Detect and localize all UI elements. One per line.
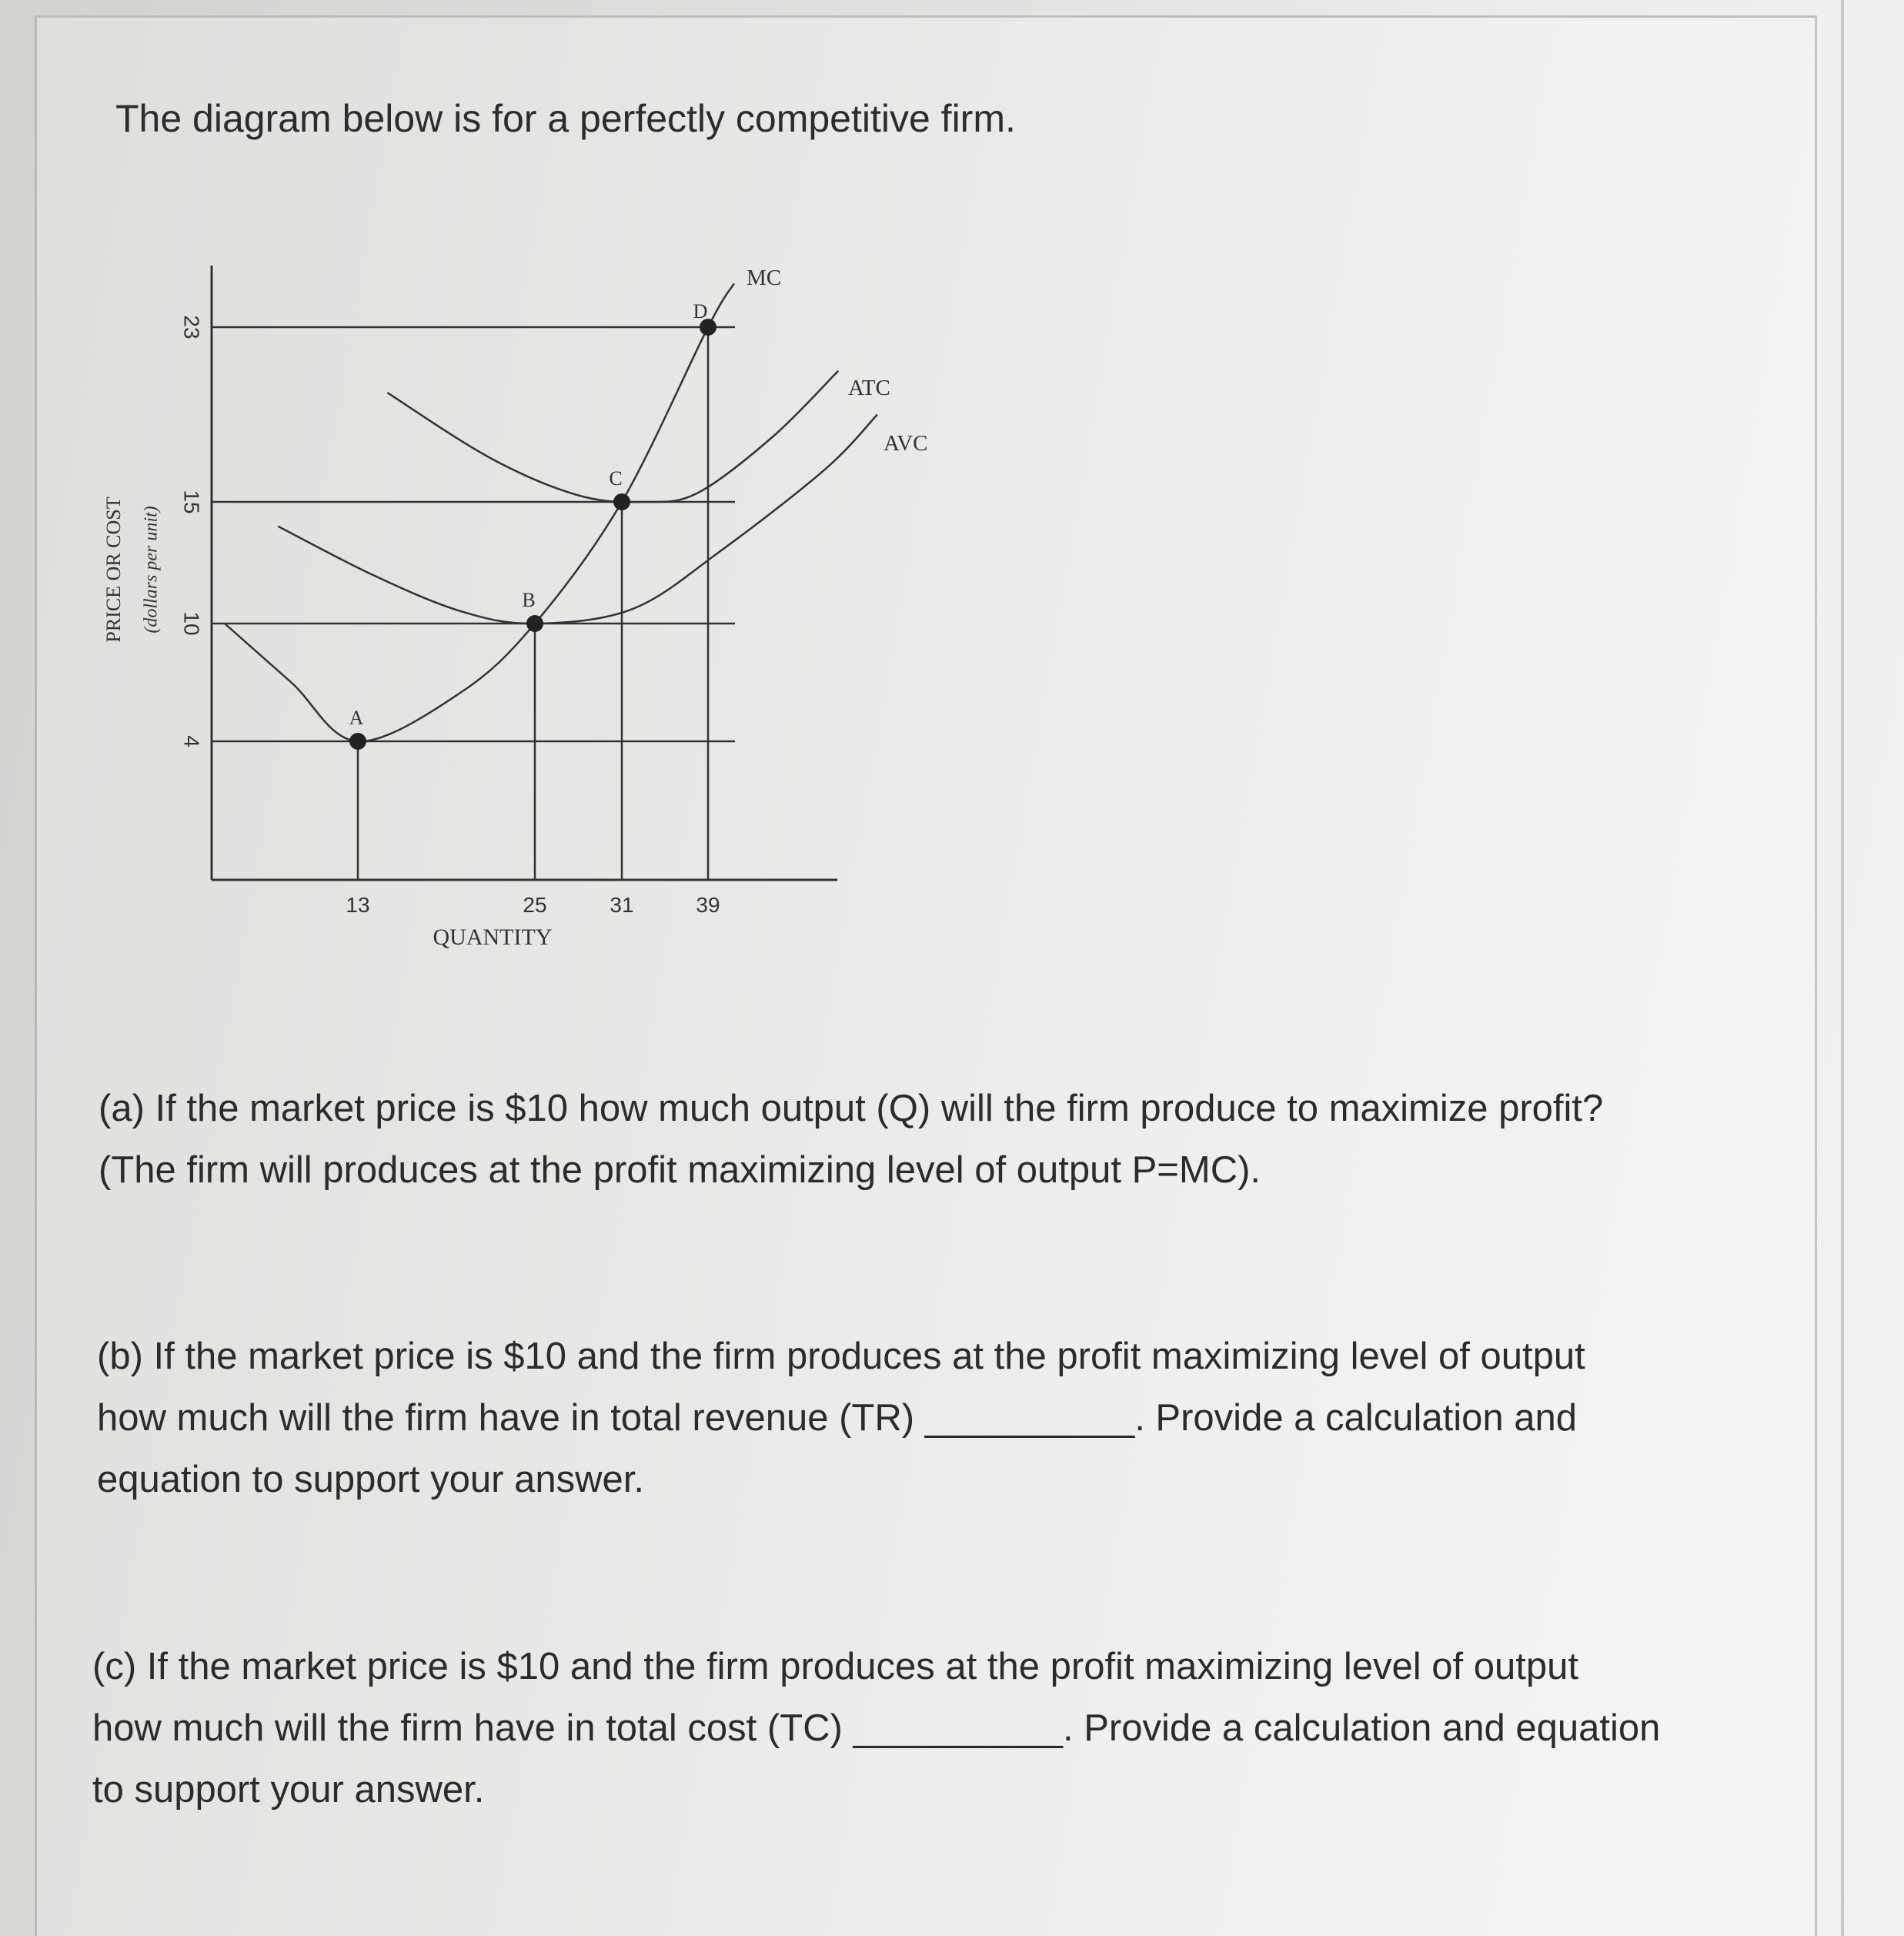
part-c-line-2-text: how much will the firm have in total cost (TC) xyxy=(92,1707,853,1749)
y-axis-sublabel: (dollars per unit) xyxy=(141,506,162,634)
x-axis-label: QUANTITY xyxy=(433,925,553,950)
x-tick-label-13: 13 xyxy=(346,893,370,917)
part-b-line-2-end: . Provide a calculation and xyxy=(1134,1397,1577,1439)
point-label-c: C xyxy=(609,467,623,490)
curve-label-mc: MC xyxy=(747,266,782,290)
point-label-a: A xyxy=(349,707,364,729)
part-b-line-2 xyxy=(97,1387,1585,1449)
part-b xyxy=(97,1326,1585,1510)
curve-label-avc: AVC xyxy=(884,431,928,456)
part-c-line-2-end: . Provide a calculation and equation xyxy=(1063,1707,1661,1749)
x-tick-label-39: 39 xyxy=(696,893,720,917)
point-label-b: B xyxy=(522,589,536,611)
part-a xyxy=(99,1078,1603,1201)
point-c xyxy=(613,493,630,510)
part-c-line-2 xyxy=(92,1697,1660,1759)
x-tick-label-25: 25 xyxy=(523,893,547,917)
point-label-d: D xyxy=(693,300,708,323)
curve-label-atc: ATC xyxy=(848,376,890,400)
part-b-line-3: equation to support your answer. xyxy=(97,1459,644,1500)
y-tick-label-23: 23 xyxy=(179,315,204,339)
tr-answer-blank: __________ xyxy=(924,1397,1135,1439)
part-a-line-2: (The firm will produces at the profit maximizing level of output P=MC). xyxy=(99,1149,1261,1191)
point-a xyxy=(349,733,366,750)
part-c xyxy=(92,1636,1660,1821)
question-title: The diagram below is for a perfectly competitive firm. xyxy=(115,97,1016,140)
panel-right-border xyxy=(1841,0,1844,1936)
part-b-line-2-text: how much will the firm have in total revenue (TR) xyxy=(97,1397,925,1439)
cost-curves-chart xyxy=(92,254,977,985)
curve-mc xyxy=(225,283,734,741)
panel-top-border xyxy=(35,15,1817,18)
y-tick-label-15: 15 xyxy=(179,490,204,514)
part-c-line-3: to support your answer. xyxy=(92,1769,485,1811)
part-a-line-1: (a) If the market price is $10 how much output (Q) will the firm produce to maximize profit? xyxy=(99,1088,1604,1129)
x-tick-label-31: 31 xyxy=(610,893,634,917)
y-tick-label-4: 4 xyxy=(179,735,204,747)
curve-avc xyxy=(278,415,877,624)
part-b-line-1: (b) If the market price is $10 and the firm produces at the profit maximizing level of output xyxy=(97,1336,1585,1377)
y-axis-label: PRICE OR COST xyxy=(102,497,125,643)
tc-answer-blank: __________ xyxy=(853,1707,1063,1749)
part-c-line-1: (c) If the market price is $10 and the firm produces at the profit maximizing level of output xyxy=(92,1646,1578,1687)
y-tick-label-10: 10 xyxy=(179,611,204,636)
point-b xyxy=(526,615,543,632)
